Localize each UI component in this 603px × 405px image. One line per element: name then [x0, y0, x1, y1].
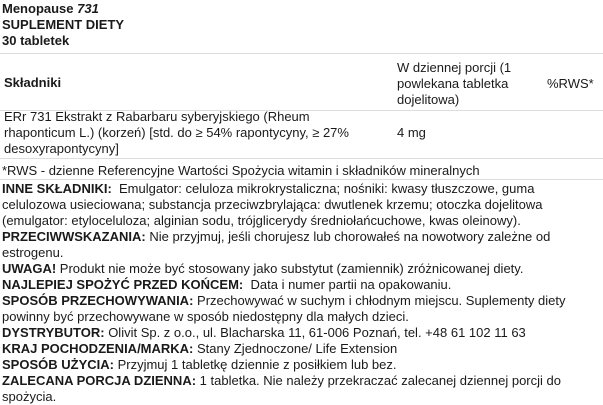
section-text: Emulgator: celuloza mikrokrystaliczna; nośniki: kwasy tłuszczowe, guma [119, 181, 535, 196]
table-header-portion-1: W dziennej porcji (1 [397, 60, 512, 75]
section-text: Przechowywać w suchym i chłodnym miejscu. Suplementy diety [197, 293, 566, 308]
footnote: *RWS - dzienne Referencyjne Wartości Spożycia witamin i składników mineralnych [2, 163, 480, 178]
section-daily-dose [2, 373, 600, 405]
section-best-before [2, 277, 600, 293]
section-text: Stany Zjednoczone/ Life Extension [197, 341, 398, 356]
section-text: Nie przyjmuj, jeśli chorujesz lub chorowałeś na nowotwory zależne od [149, 229, 551, 244]
ingredient-name-2: rhaponticum L.) (korzeń) [std. do ≥ 54% rapontycyny, ≥ 27% [4, 125, 349, 140]
product-name: Menopause [2, 1, 74, 16]
section-other-ingredients [2, 181, 600, 229]
divider [0, 158, 603, 159]
section-distributor [2, 325, 600, 341]
ingredient-name-1: ERr 731 Ekstrakt z Rabarbaru syberyjskiego (Rheum [4, 109, 310, 124]
section-text: Data i numer partii na opakowaniu. [250, 277, 452, 292]
section-text: spożycia. [2, 389, 57, 404]
table-header-portion-2: powlekana tabletka [397, 76, 509, 91]
section-text: 1 tabletka. Nie należy przekraczać zalecanej dziennej porcji do [199, 373, 561, 388]
section-label: PRZECIWWSKAZANIA: [2, 229, 146, 244]
section-label: UWAGA! [2, 261, 57, 276]
section-storage [2, 293, 600, 325]
divider [0, 53, 603, 54]
table-header-portion-3: dojelitowa) [397, 92, 460, 107]
table-header-ingredients: Składniki [4, 75, 62, 90]
section-label: SPOSÓB PRZECHOWYWANIA: [2, 293, 194, 308]
section-warning [2, 261, 600, 277]
section-text: Produkt nie może być stosowany jako substytut (zamiennik) zróżnicowanej diety. [59, 261, 524, 276]
section-text: (emulgator: etyloceluloza; alginian sodu, trójglicerydy średniołańcuchowe, kwas oleinowy). [2, 213, 521, 228]
table-header-rws: %RWS* [547, 76, 594, 91]
section-usage [2, 357, 600, 373]
section-label: SPOSÓB UŻYCIA: [2, 357, 114, 372]
product-category: SUPLEMENT DIETY [2, 17, 125, 32]
section-text: powinny być przechowywane w sposób niedostępny dla małych dzieci. [2, 309, 409, 324]
section-text: estrogenu. [2, 245, 64, 260]
divider [0, 179, 603, 180]
section-label: DYSTRYBUTOR: [2, 325, 105, 340]
section-contraindications [2, 229, 600, 261]
product-title [2, 1, 99, 17]
ingredient-amount: 4 mg [397, 125, 426, 140]
ingredient-name-3: desoxyrapontycyny] [4, 141, 119, 156]
section-origin-brand [2, 341, 600, 357]
section-label: KRAJ POCHODZENIA/MARKA: [2, 341, 194, 356]
section-label: INNE SKŁADNIKI: [2, 181, 112, 196]
section-label: ZALECANA PORCJA DZIENNA: [2, 373, 197, 388]
product-count: 30 tabletek [2, 33, 70, 48]
section-text: Olivit Sp. z o.o., ul. Blacharska 11, 61-006 Poznań, tel. +48 61 102 11 63 [108, 325, 526, 340]
section-text: celulozowa usieciowana; substancja przeciwzbrylająca: dwutlenek krzemu; otoczka dojelitowa [2, 197, 543, 212]
product-number: 731 [77, 1, 99, 16]
section-label: NAJLEPIEJ SPOŻYĆ PRZED KOŃCEM: [2, 277, 244, 292]
section-text: Przyjmuj 1 tabletkę dziennie z posiłkiem lub bez. [117, 357, 397, 372]
